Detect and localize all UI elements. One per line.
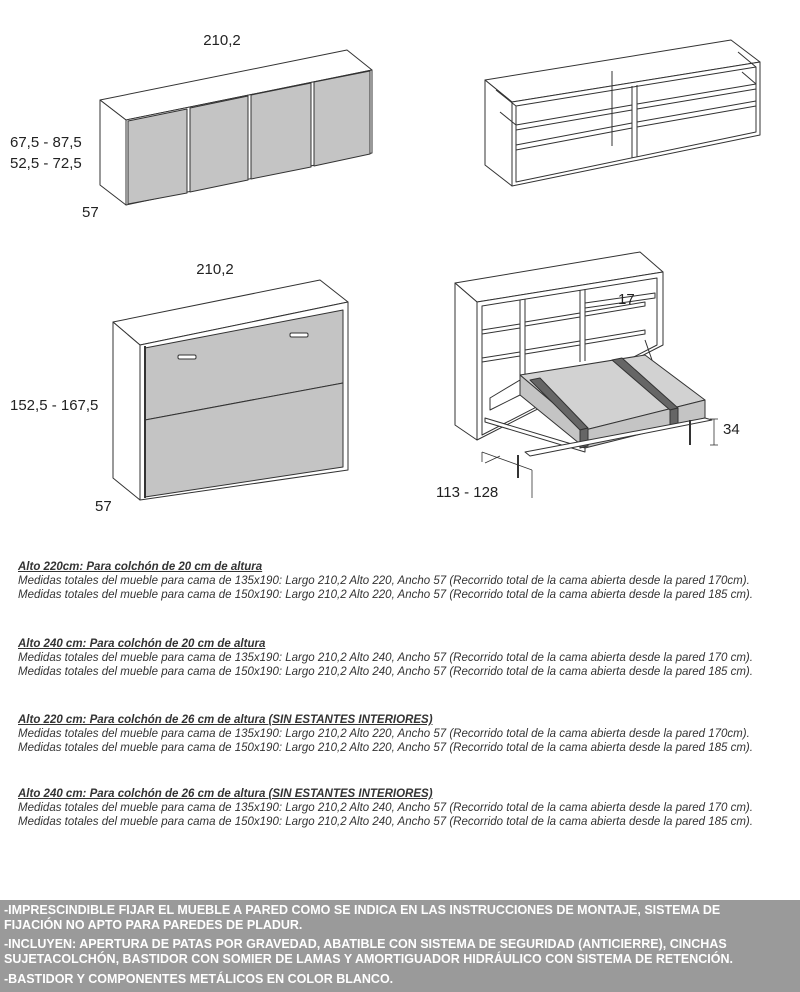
- dim-bed-travel: 113 - 128: [436, 484, 499, 501]
- drawing-closed-bed: [113, 280, 348, 500]
- spec-line: Medidas totales del mueble para cama de 135x190: Largo 210,2 Alto 220, Ancho 57 (Recorrido total de la cama abierta desde la pared 170cm).: [18, 728, 750, 740]
- spec-block: [18, 787, 788, 829]
- spec-line: Medidas totales del mueble para cama de 150x190: Largo 210,2 Alto 240, Ancho 57 (Recorrido total de la cama abierta desde la pared 185 cm).: [18, 666, 753, 678]
- footer-line: -BASTIDOR Y COMPONENTES METÁLICOS EN COLOR BLANCO.: [4, 972, 394, 986]
- drawing-shelf-unit: [485, 40, 760, 186]
- spec-block: [18, 713, 788, 755]
- dim-top-left-height-a: 67,5 - 87,5: [10, 134, 82, 151]
- drawing-closed-cabinet: [100, 50, 372, 205]
- spec-line: Medidas totales del mueble para cama de 135x190: Largo 210,2 Alto 240, Ancho 57 (Recorrido total de la cama abierta desde la pared 170 cm).: [18, 652, 753, 664]
- spec-block: [18, 637, 788, 679]
- footer-line: FIJACIÓN NO APTO PARA PAREDES DE PLADUR.: [4, 918, 303, 932]
- dim-shelf: 17: [618, 291, 635, 308]
- spec-line: Medidas totales del mueble para cama de 150x190: Largo 210,2 Alto 220, Ancho 57 (Recorrido total de la cama abierta desde la pared 185 cm).: [18, 742, 753, 754]
- drawing-open-bed: [455, 252, 718, 498]
- spec-line: Medidas totales del mueble para cama de 150x190: Largo 210,2 Alto 220, Ancho 57 (Recorrido total de la cama abierta desde la pared 185 cm).: [18, 589, 753, 601]
- dim-top-left-height-b: 52,5 - 72,5: [10, 155, 82, 172]
- dim-leg-height: 34: [723, 421, 740, 438]
- spec-block: [18, 560, 788, 602]
- dim-bottom-left-height: 152,5 - 167,5: [10, 397, 99, 414]
- dim-top-left-width: 210,2: [203, 32, 241, 49]
- spec-line: Medidas totales del mueble para cama de 135x190: Largo 210,2 Alto 240, Ancho 57 (Recorrido total de la cama abierta desde la pared 170 cm).: [18, 802, 753, 814]
- footer-line: -IMPRESCINDIBLE FIJAR EL MUEBLE A PARED COMO SE INDICA EN LAS INSTRUCCIONES DE MONTAJE, SISTEMA DE: [4, 903, 721, 917]
- spec-title: Alto 220 cm: Para colchón de 26 cm de altura (SIN ESTANTES INTERIORES): [18, 714, 433, 726]
- dim-top-left-depth: 57: [82, 204, 99, 221]
- footer-notes: [0, 900, 800, 992]
- dim-bottom-left-depth: 57: [95, 498, 112, 515]
- footer-line: SUJETACOLCHÓN, BASTIDOR CON SOMIER DE LAMAS Y AMORTIGUADOR HIDRÁULICO CON SISTEMA DE RETENCIÓN.: [4, 952, 733, 966]
- spec-title: Alto 240 cm: Para colchón de 26 cm de altura (SIN ESTANTES INTERIORES): [18, 788, 433, 800]
- spec-line: Medidas totales del mueble para cama de 135x190: Largo 210,2 Alto 220, Ancho 57 (Recorrido total de la cama abierta desde la pared 170cm).: [18, 575, 750, 587]
- footer-line: -INCLUYEN: APERTURA DE PATAS POR GRAVEDAD, ABATIBLE CON SISTEMA DE SEGURIDAD (ANTICIERRE), CINCHAS: [4, 937, 727, 951]
- spec-title: Alto 240 cm: Para colchón de 20 cm de altura: [18, 638, 266, 650]
- dim-bottom-left-width: 210,2: [196, 261, 234, 278]
- spec-title: Alto 220cm: Para colchón de 20 cm de altura: [18, 561, 263, 573]
- spec-line: Medidas totales del mueble para cama de 150x190: Largo 210,2 Alto 240, Ancho 57 (Recorrido total de la cama abierta desde la pared 185 cm).: [18, 816, 753, 828]
